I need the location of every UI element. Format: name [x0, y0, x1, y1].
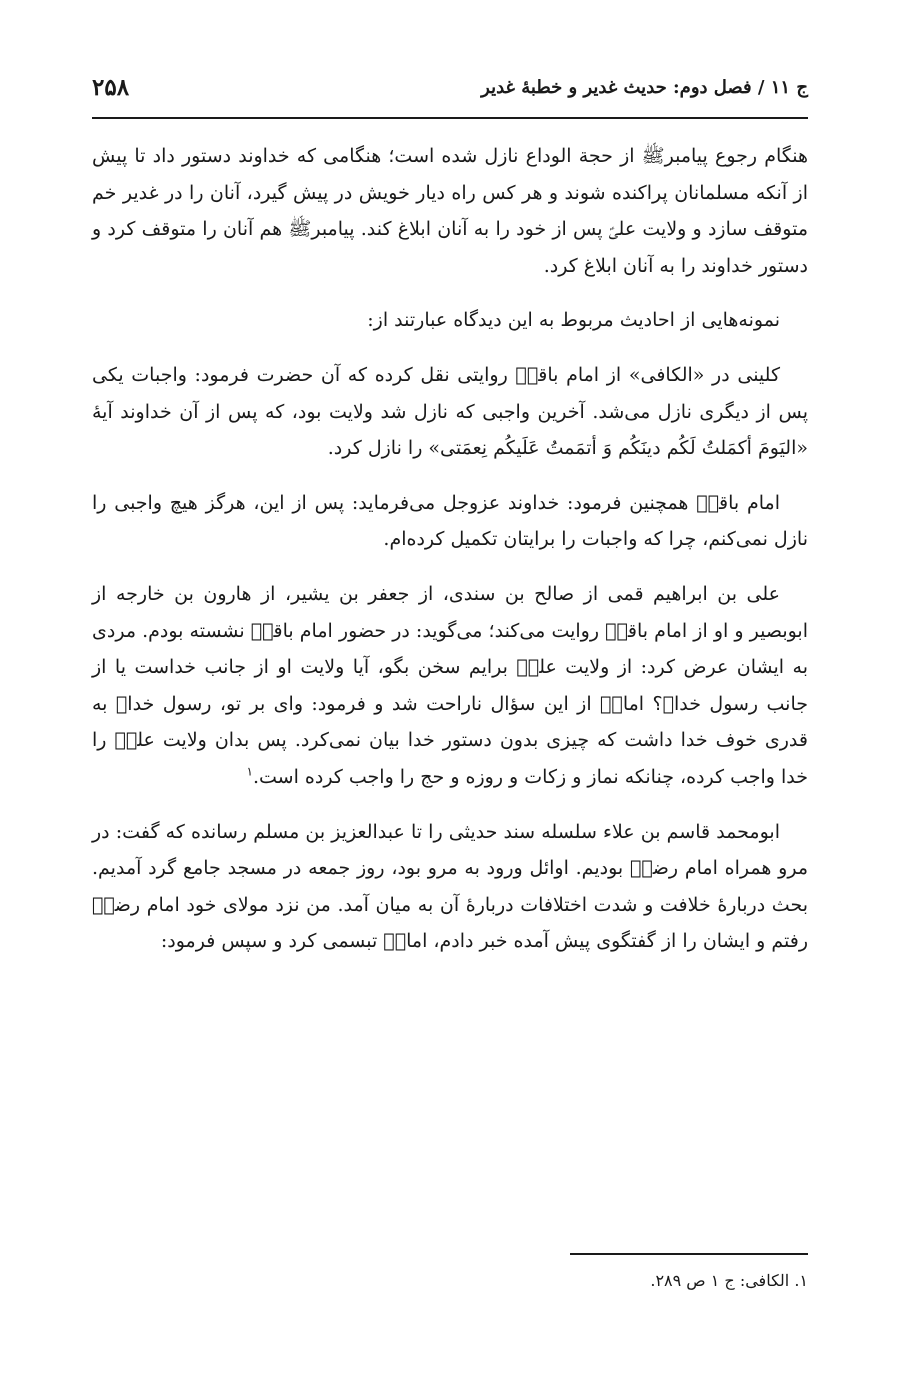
- paragraph-2: نمونه‌هایی از احادیث مربوط به این دیدگاه عبارتند از:: [367, 309, 780, 332]
- footnote-rule: [570, 1253, 808, 1255]
- paragraph-1: هنگام رجوع پیامبرﷺ از حجة الوداع نازل شده است؛ هنگامی که خداوند دستور داد تا پیش از آنکه مسلمانان پراکنده شوند و هر کس راه دیار خویش در پیش گیرد، آنان را در غدیر خم متوقف سازد و ولایت علیؑ پس از خود را به آنان ابلاغ کند. پیامبرﷺ هم آنان را متوقف کرد و دستور خداوند را به آنان ابلاغ کرد.: [92, 145, 808, 277]
- page-number: ۲۵۸: [92, 74, 130, 101]
- paragraph-5: [92, 576, 808, 796]
- header-rule: [92, 117, 808, 119]
- footnote-marker: ۱: [246, 764, 253, 779]
- body-text: [92, 138, 808, 978]
- paragraph-6: ابومحمد قاسم بن علاء سلسله سند حدیثی را تا عبدالعزیز بن مسلم رسانده که گفت: در مرو همراه امام رضاؑ بودیم. اوائل ورود به مرو بود، روز جمعه در مسجد جامع گرد آمدیم. بحث دربارهٔ خلافت و شدت اختلافات دربارهٔ آن به میان آمد. من نزد مولای خود امام رضاؑ رفتم و ایشان را از گفتگوی پیش آمده خبر دادم، امامؑ تبسمی کرد و سپس فرمود:: [92, 820, 808, 953]
- footnote: ۱. الکافی: ج ۱ ص ۲۸۹.: [650, 1271, 808, 1290]
- running-title: ج ۱۱ / فصل دوم: حدیث غدیر و خطبهٔ غدیر: [481, 77, 808, 98]
- paragraph-3: کلینی در «الکافی» از امام باقرؑ روایتی نقل کرده که آن حضرت فرمود: واجبات یکی پس از دیگری نازل می‌شد. آخرین واجبی که نازل شد ولایت بود، که پس از آن خداوند آیهٔ «الیَومَ أکمَلتُ لَکُم دینَکُم وَ أتمَمتُ عَلَیکُم نِعمَتی» را نازل کرد.: [92, 363, 808, 460]
- paragraph-5-text: علی بن ابراهیم قمی از صالح بن سندی، از جعفر بن یشیر، از هارون بن خارجه از ابوبصیر و او از امام باقرؑ روایت می‌کند؛ می‌گوید: در حضور امام باقرؑ نشسته بودم. مردی به ایشان عرض کرد: از ولایت علیؑ برایم سخن بگو، آیا ولایت او از جانب خداست یا از جانب رسول خداﷺ؟ امامؑ از این سؤال ناراحت شد و فرمود: وای بر تو، رسول خداﷺ به قدری خوف خدا داشت که چیزی بدون دستور خدا بیان نمی‌کرد. پس بدان ولایت علیؑ را خدا واجب کرده، چنانکه نماز و زکات و روزه و حج را واجب کرده است.: [92, 582, 808, 788]
- paragraph-4: امام باقرؑ همچنین فرمود: خداوند عزوجل می‌فرماید: پس از این، هرگز هیچ واجبی را نازل نمی‌کنم، چرا که واجبات را برایتان تکمیل کرده‌ام.: [92, 491, 808, 551]
- page-header: [92, 68, 808, 114]
